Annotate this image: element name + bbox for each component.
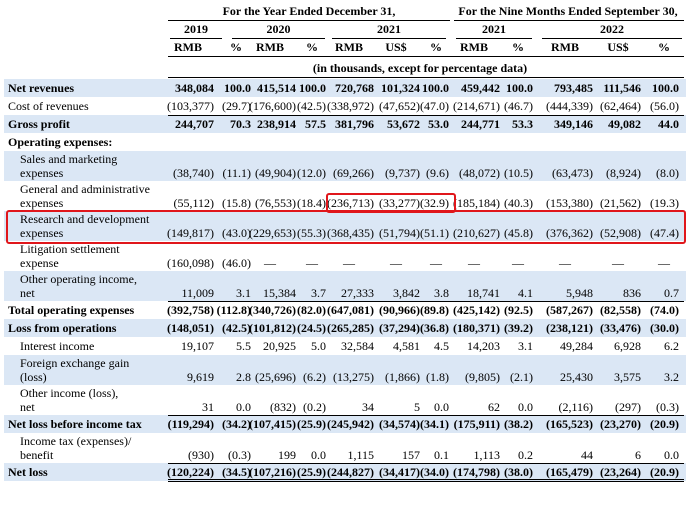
row-label: expenses — [20, 196, 64, 210]
cell-value: 0.7 — [664, 286, 679, 300]
header-year-ended: For the Year Ended December 31, — [222, 4, 396, 18]
cell-value: (90,966) — [379, 303, 420, 317]
cell-value: (1,866) — [385, 370, 420, 384]
cell-value: 3,575 — [614, 370, 641, 384]
cell-value: (392,758) — [167, 303, 214, 317]
cell-value: 6,928 — [614, 339, 641, 353]
cell-value: (46.0) — [222, 256, 251, 270]
cell-value: (20.9) — [650, 417, 679, 431]
cell-value: 3.1 — [518, 339, 533, 353]
row-label: expenses — [20, 166, 64, 180]
cell-value: (34,417) — [379, 465, 420, 479]
row-label: General and administrative — [20, 182, 150, 196]
cell-value: 238,914 — [257, 117, 296, 131]
cell-value: (47,652) — [379, 99, 420, 113]
header-nine-months: For the Nine Months Ended September 30, — [458, 4, 678, 18]
cell-value: 100.0 — [224, 81, 251, 95]
cell-value: (69,266) — [333, 166, 374, 180]
cell-value: (42.5) — [222, 321, 251, 335]
cell-value: 62 — [488, 400, 500, 414]
cell-value: (82.0) — [297, 303, 326, 317]
cell-value: (120,224) — [167, 465, 214, 479]
row-label: Sales and marketing — [20, 152, 118, 166]
rule-line — [170, 38, 222, 39]
cell-value: (444,339) — [546, 99, 593, 113]
cell-value: 244,771 — [461, 117, 500, 131]
cell-value: 6 — [635, 448, 641, 462]
cell-value: — — [264, 256, 276, 270]
cell-value: (37,294) — [379, 321, 420, 335]
header-unit: % — [658, 40, 670, 54]
header-unit: RMB — [460, 40, 488, 54]
header-unit: RMB — [174, 40, 202, 54]
rule-line — [332, 38, 446, 39]
cell-value: (210,627) — [453, 226, 500, 240]
cell-value: (368,435) — [327, 226, 374, 240]
cell-value: 0.0 — [434, 400, 449, 414]
rule-line — [168, 479, 684, 480]
cell-value: 4,581 — [393, 339, 420, 353]
rule-line — [168, 415, 684, 416]
cell-value: (13,275) — [333, 370, 374, 384]
cell-value: (587,267) — [546, 303, 593, 317]
cell-value: (25,696) — [255, 370, 296, 384]
cell-value: (74.0) — [650, 303, 679, 317]
cell-value: 3.8 — [434, 286, 449, 300]
cell-value: (175,911) — [453, 417, 500, 431]
cell-value: 25,430 — [560, 370, 593, 384]
rule-line — [168, 481, 684, 482]
cell-value: 0.2 — [518, 448, 533, 462]
cell-value: — — [512, 256, 524, 270]
cell-value: 6.2 — [664, 339, 679, 353]
cell-value: 57.5 — [305, 117, 326, 131]
cell-value: (107,415) — [249, 417, 296, 431]
cell-value: 0.0 — [664, 448, 679, 462]
cell-value: (1.8) — [426, 370, 449, 384]
rule-line — [168, 301, 684, 302]
cell-value: (48,072) — [459, 166, 500, 180]
cell-value: (9.6) — [426, 166, 449, 180]
cell-value: 5,948 — [566, 286, 593, 300]
rule-line — [168, 77, 684, 78]
cell-value: (174,798) — [453, 465, 500, 479]
rule-line — [168, 463, 684, 464]
cell-value: (51.1) — [420, 226, 449, 240]
cell-value: 100.0 — [299, 81, 326, 95]
cell-value: — — [468, 256, 480, 270]
cell-value: (160,098) — [167, 256, 214, 270]
cell-value: (40.3) — [504, 196, 533, 210]
header-unit: RMB — [551, 40, 579, 54]
rule-line — [168, 20, 450, 21]
cell-value: (149,817) — [167, 226, 214, 240]
cell-value: 3.2 — [664, 370, 679, 384]
cell-value: (2.1) — [510, 370, 533, 384]
row-label: Cost of revenues — [8, 99, 89, 113]
cell-value: 53,672 — [387, 117, 420, 131]
cell-value: 32,584 — [341, 339, 374, 353]
cell-value: (38.0) — [504, 465, 533, 479]
cell-value: (338,972) — [327, 99, 374, 113]
cell-value: (47.0) — [420, 99, 449, 113]
cell-value: 53.3 — [512, 117, 533, 131]
cell-value: (55,112) — [173, 196, 214, 210]
cell-value: 3.7 — [311, 286, 326, 300]
cell-value: (23,270) — [600, 417, 641, 431]
cell-value: 0.0 — [311, 448, 326, 462]
row-label: Other operating income, — [20, 272, 137, 286]
header-year: 2019 — [184, 22, 208, 36]
cell-value: (34.1) — [420, 417, 449, 431]
cell-value: (245,942) — [327, 417, 374, 431]
cell-value: (38,740) — [173, 166, 214, 180]
row-label: expense — [20, 256, 59, 270]
cell-value: (82,558) — [600, 303, 641, 317]
cell-value: (229,653) — [249, 226, 296, 240]
cell-value: (9,737) — [385, 166, 420, 180]
cell-value: 19,107 — [181, 339, 214, 353]
cell-value: (2,116) — [558, 400, 593, 414]
cell-value: (89.8) — [420, 303, 449, 317]
cell-value: 3,842 — [393, 286, 420, 300]
row-label: Foreign exchange gain — [20, 356, 130, 370]
header-year: 2021 — [377, 22, 401, 36]
header-unit: % — [306, 40, 318, 54]
cell-value: 459,442 — [461, 81, 500, 95]
cell-value: (29.7) — [222, 99, 251, 113]
cell-value: (45.8) — [504, 226, 533, 240]
cell-value: 793,485 — [554, 81, 593, 95]
cell-value: 0.0 — [236, 400, 251, 414]
row-label: Net loss before income tax — [8, 417, 142, 431]
cell-value: 44 — [581, 448, 593, 462]
cell-value: (647,081) — [327, 303, 374, 317]
cell-value: 27,333 — [341, 286, 374, 300]
cell-value: 70.3 — [230, 117, 251, 131]
cell-value: (9,805) — [465, 370, 500, 384]
cell-value: (39.2) — [504, 321, 533, 335]
cell-value: (148,051) — [167, 321, 214, 335]
cell-value: (107,216) — [249, 465, 296, 479]
cell-value: (112.8) — [216, 303, 251, 317]
row-label: Other income (loss), — [20, 386, 119, 400]
cell-value: 11,009 — [181, 286, 214, 300]
cell-value: 18,741 — [467, 286, 500, 300]
cell-value: 34 — [362, 400, 374, 414]
cell-value: 4.1 — [518, 286, 533, 300]
cell-value: 1,113 — [473, 448, 500, 462]
cell-value: (12.0) — [297, 166, 326, 180]
cell-value: (38.2) — [504, 417, 533, 431]
cell-value: 2.8 — [236, 370, 251, 384]
cell-value: (376,362) — [546, 226, 593, 240]
header-unit: % — [230, 40, 242, 54]
cell-value: — — [658, 256, 670, 270]
cell-value: 3.1 — [236, 286, 251, 300]
cell-value: (25.9) — [297, 417, 326, 431]
row-label: expenses — [20, 226, 64, 240]
cell-value: (103,377) — [167, 99, 214, 113]
row-label: Operating expenses: — [8, 135, 113, 149]
cell-value: 4.5 — [434, 339, 449, 353]
header-unit: US$ — [385, 40, 407, 54]
header-unit: RMB — [335, 40, 363, 54]
cell-value: (32.9) — [420, 196, 449, 210]
cell-value: 349,146 — [554, 117, 593, 131]
cell-value: (176,600) — [249, 99, 296, 113]
cell-value: 101,324 — [381, 81, 420, 95]
cell-value: (23,264) — [600, 465, 641, 479]
cell-value: 100.0 — [422, 81, 449, 95]
cell-value: (62,464) — [600, 99, 641, 113]
cell-value: (43.0) — [222, 226, 251, 240]
cell-value: 157 — [402, 448, 420, 462]
cell-value: — — [306, 256, 318, 270]
cell-value: (46.7) — [504, 99, 533, 113]
cell-value: (76,553) — [255, 196, 296, 210]
header-year: 2020 — [266, 22, 291, 36]
row-label: Net loss — [8, 465, 48, 479]
cell-value: 49,284 — [560, 339, 593, 353]
cell-value: 31 — [202, 400, 214, 414]
cell-value: 5.5 — [236, 339, 251, 353]
cell-value: 199 — [278, 448, 296, 462]
cell-value: (25.9) — [297, 465, 326, 479]
cell-value: (36.8) — [420, 321, 449, 335]
row-label: net — [20, 286, 35, 300]
cell-value: 720,768 — [335, 81, 374, 95]
row-label: Gross profit — [8, 117, 70, 131]
cell-value: (49,904) — [255, 166, 296, 180]
cell-value: — — [343, 256, 355, 270]
cell-value: (244,827) — [327, 465, 374, 479]
rule-line — [454, 20, 684, 21]
cell-value: (165,479) — [546, 465, 593, 479]
cell-value: (42.5) — [297, 99, 326, 113]
row-label: benefit — [20, 448, 54, 462]
row-label: Net revenues — [8, 81, 75, 95]
cell-value: 53.0 — [428, 117, 449, 131]
cell-value: — — [390, 256, 402, 270]
header-year: 2021 — [482, 22, 506, 36]
cell-value: (8,924) — [606, 166, 641, 180]
cell-value: (18.4) — [297, 196, 326, 210]
cell-value: 244,707 — [175, 117, 214, 131]
header-unit: % — [430, 40, 442, 54]
cell-value: (34.5) — [222, 465, 251, 479]
cell-value: (0.3) — [228, 448, 251, 462]
cell-value: (425,142) — [453, 303, 500, 317]
cell-value: (30.0) — [650, 321, 679, 335]
rule-line — [542, 38, 682, 39]
cell-value: 0.1 — [434, 448, 449, 462]
cell-value: (180,371) — [453, 321, 500, 335]
cell-value: (297) — [615, 400, 641, 414]
cell-value: 1,115 — [347, 448, 374, 462]
cell-value: (56.0) — [650, 99, 679, 113]
cell-value: (51,794) — [379, 226, 420, 240]
cell-value: (930) — [188, 448, 214, 462]
cell-value: (238,121) — [546, 321, 593, 335]
cell-value: 0.0 — [518, 400, 533, 414]
cell-value: (236,713) — [327, 196, 374, 210]
cell-value: (20.9) — [650, 465, 679, 479]
cell-value: (34.2) — [222, 417, 251, 431]
cell-value: (0.2) — [303, 400, 326, 414]
cell-value: (153,380) — [546, 196, 593, 210]
rule-line — [168, 115, 684, 116]
cell-value: 5.0 — [311, 339, 326, 353]
cell-value: (15.8) — [222, 196, 251, 210]
cell-value: (63,473) — [552, 166, 593, 180]
cell-value: (10.5) — [504, 166, 533, 180]
cell-value: (92.5) — [504, 303, 533, 317]
cell-value: (0.3) — [656, 400, 679, 414]
cell-value: (165,523) — [546, 417, 593, 431]
row-label: net — [20, 400, 35, 414]
cell-value: (19.3) — [650, 196, 679, 210]
cell-value: 49,082 — [608, 117, 641, 131]
cell-value: (6.2) — [303, 370, 326, 384]
cell-value: 100.0 — [506, 81, 533, 95]
cell-value: (11.1) — [222, 166, 251, 180]
cell-value: (52,908) — [600, 226, 641, 240]
cell-value: (101,812) — [249, 321, 296, 335]
rule-line — [456, 38, 532, 39]
cell-value: (33,476) — [600, 321, 641, 335]
cell-value: 100.0 — [652, 81, 679, 95]
row-label: Litigation settlement — [20, 242, 120, 256]
cell-value: (340,726) — [249, 303, 296, 317]
row-label: Interest income — [20, 339, 95, 353]
cell-value: (185,184) — [453, 196, 500, 210]
cell-value: (24.5) — [297, 321, 326, 335]
rule-line — [168, 56, 684, 57]
cell-value: 111,546 — [603, 81, 641, 95]
cell-value: — — [612, 256, 624, 270]
cell-value: (119,294) — [167, 417, 214, 431]
cell-value: 15,384 — [263, 286, 296, 300]
cell-value: (21,562) — [600, 196, 641, 210]
cell-value: (34.0) — [420, 465, 449, 479]
header-note: (in thousands, except for percentage data) — [312, 61, 528, 75]
cell-value: (55.3) — [297, 226, 326, 240]
cell-value: (33,277) — [379, 196, 420, 210]
cell-value: (8.0) — [656, 166, 679, 180]
cell-value: 836 — [623, 286, 641, 300]
header-unit: RMB — [256, 40, 284, 54]
cell-value: 20,925 — [263, 339, 296, 353]
header-year: 2022 — [600, 22, 624, 36]
header-unit: US$ — [607, 40, 629, 54]
cell-value: (214,671) — [453, 99, 500, 113]
cell-value: 5 — [414, 400, 420, 414]
rule-line — [232, 38, 325, 39]
cell-value: (832) — [270, 400, 296, 414]
cell-value: 44.0 — [658, 117, 679, 131]
row-label: Total operating expenses — [8, 303, 135, 317]
row-label: (loss) — [20, 370, 47, 384]
cell-value: — — [430, 256, 442, 270]
cell-value: 381,796 — [335, 117, 374, 131]
cell-value: 415,514 — [257, 81, 296, 95]
row-label: Research and development — [20, 212, 150, 226]
highlight-box-research-development — [6, 210, 686, 244]
cell-value: 14,203 — [467, 339, 500, 353]
cell-value: 9,619 — [187, 370, 214, 384]
row-label: Income tax (expenses)/ — [20, 434, 132, 448]
cell-value: (34,574) — [379, 417, 420, 431]
cell-value: (265,285) — [327, 321, 374, 335]
cell-value: — — [559, 256, 571, 270]
cell-value: 348,084 — [175, 81, 214, 95]
cell-value: (47.4) — [650, 226, 679, 240]
header-unit: % — [512, 40, 524, 54]
row-label: Loss from operations — [8, 321, 117, 335]
